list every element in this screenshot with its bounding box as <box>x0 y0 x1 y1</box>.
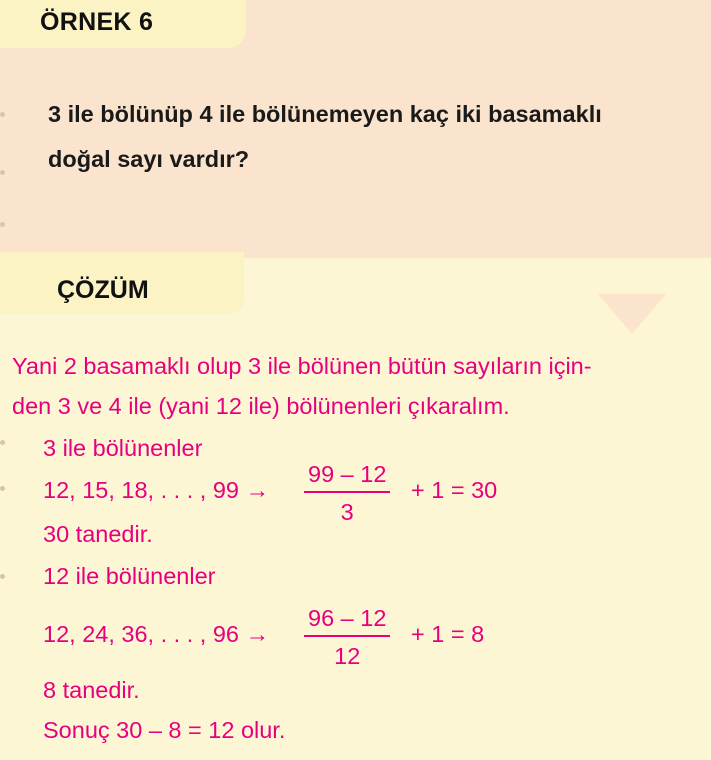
margin-dot <box>0 222 5 227</box>
example-title: ÖRNEK 6 <box>40 8 154 36</box>
margin-dot <box>0 170 5 175</box>
fraction-bar <box>304 491 390 493</box>
margin-dot <box>0 440 5 445</box>
group1-heading: 3 ile bölünenler <box>43 435 203 461</box>
margin-dot <box>0 112 5 117</box>
group2-heading: 12 ile bölünenler <box>43 563 216 589</box>
question-line-1: 3 ile bölünüp 4 ile bölünemeyen kaç iki basamaklı <box>48 101 602 127</box>
group2-fraction <box>304 604 390 670</box>
solution-title: ÇÖZÜM <box>57 276 149 304</box>
group2-sequence: 12, 24, 36, . . . , 96 → <box>43 621 269 647</box>
group2-numerator: 96 – 12 <box>308 605 387 631</box>
question-line-2: doğal sayı vardır? <box>48 146 250 172</box>
margin-dot <box>0 574 5 579</box>
question-text <box>48 92 698 182</box>
group1-result: + 1 = 30 <box>411 477 498 503</box>
callout-notch <box>598 294 666 334</box>
group1-denominator: 3 <box>340 499 354 525</box>
group2-denominator: 12 <box>334 643 361 669</box>
fraction-bar <box>304 635 390 637</box>
intro-line-2: den 3 ve 4 ile (yani 12 ile) bölünenleri çıkaralım. <box>12 393 510 419</box>
intro-line-1: Yani 2 basamaklı olup 3 ile bölünen bütün sayıların için- <box>12 353 592 379</box>
group1-numerator: 99 – 12 <box>308 461 387 487</box>
margin-dot <box>0 486 5 491</box>
group2-result: + 1 = 8 <box>411 621 485 647</box>
conclusion: Sonuç 30 – 8 = 12 olur. <box>43 717 286 743</box>
group1-count: 30 tanedir. <box>43 521 153 547</box>
group2-count: 8 tanedir. <box>43 677 140 703</box>
group1-sequence: 12, 15, 18, . . . , 99 → <box>43 477 269 503</box>
group1-fraction <box>304 460 390 526</box>
